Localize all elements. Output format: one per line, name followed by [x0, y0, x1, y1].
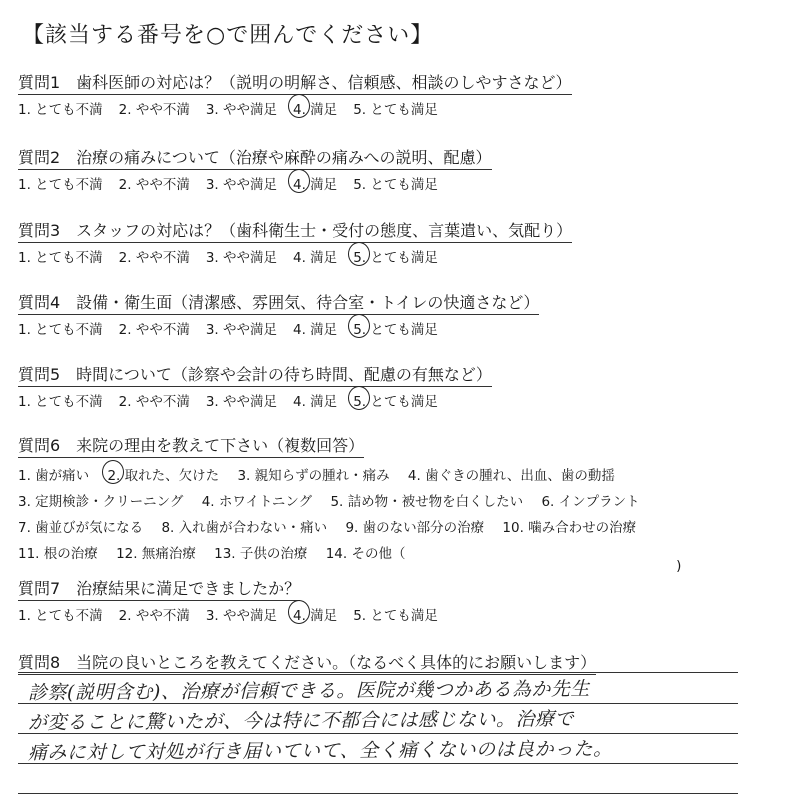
- question-6: [18, 433, 782, 574]
- selection-circle: [288, 94, 310, 118]
- rating-option-selected[interactable]: 4. 満足: [293, 173, 337, 193]
- reason-option[interactable]: 3. 定期検診・クリーニング: [18, 494, 184, 510]
- rating-options: [18, 318, 782, 338]
- rating-option[interactable]: 4. 満足: [293, 322, 338, 338]
- rating-option[interactable]: 2. やや不満: [118, 250, 190, 266]
- question-label: 質問5 時間について（診察や会計の待ち時間、配慮の有無など）: [18, 362, 492, 387]
- rating-option[interactable]: 2. やや不満: [118, 322, 190, 338]
- question-label: 質問7 治療結果に満足できましたか？: [18, 576, 300, 601]
- reason-option-selected[interactable]: 2. 取れた、欠けた: [107, 464, 219, 484]
- question-label: 質問1 歯科医師の対応は？（説明の明解さ、信頼感、相談のしやすさなど）: [18, 70, 572, 95]
- rating-options: [18, 98, 782, 118]
- answer-line: [18, 672, 738, 673]
- question-5: [18, 362, 782, 410]
- reason-option-other[interactable]: 14. その他（ ): [325, 546, 682, 574]
- reason-option[interactable]: 13. 子供の治療: [214, 546, 308, 562]
- rating-option[interactable]: 3. やや満足: [205, 177, 278, 193]
- rating-option[interactable]: 1. とても不満: [18, 608, 103, 624]
- rating-options: [18, 173, 782, 193]
- rating-option-selected[interactable]: 4. 満足: [293, 98, 337, 118]
- rating-option[interactable]: 1. とても不満: [18, 394, 103, 410]
- rating-option[interactable]: 5. とても満足: [353, 177, 438, 193]
- reason-option[interactable]: 4. 歯ぐきの腫れ、出血、歯の動揺: [407, 468, 615, 484]
- rating-option-selected[interactable]: 5. とても満足: [353, 318, 438, 338]
- reason-option[interactable]: 4. ホワイトニング: [201, 494, 313, 510]
- rating-option[interactable]: 3. やや満足: [205, 322, 278, 338]
- reason-option[interactable]: 8. 入れ歯が合わない・痛い: [161, 520, 328, 536]
- reason-option[interactable]: 5. 詰め物・被せ物を白くしたい: [330, 494, 524, 510]
- rating-option-selected[interactable]: 4. 満足: [293, 604, 337, 624]
- rating-option[interactable]: 3. やや満足: [205, 608, 278, 624]
- rating-option[interactable]: 4. 満足: [293, 394, 338, 410]
- question-label: 質問3 スタッフの対応は？（歯科衛生士・受付の態度、言葉遣い、気配り）: [18, 218, 572, 243]
- rating-options: [18, 246, 782, 266]
- reason-option[interactable]: 1. 歯が痛い: [18, 468, 90, 484]
- rating-option[interactable]: 4. 満足: [293, 250, 338, 266]
- rating-option[interactable]: 1. とても不満: [18, 102, 103, 118]
- rating-option[interactable]: 5. とても満足: [353, 102, 438, 118]
- rating-option[interactable]: 3. やや満足: [205, 394, 278, 410]
- reason-row: [18, 490, 782, 510]
- rating-option[interactable]: 2. やや不満: [118, 177, 190, 193]
- handwritten-answer-line: が変ることに驚いたが、今は特に不都合には感じない。治療で: [27, 708, 575, 734]
- answer-line: [18, 793, 738, 794]
- reason-option[interactable]: 10. 噛み合わせの治療: [502, 520, 637, 536]
- page-title: 【該当する番号を○で囲んでください】: [22, 23, 434, 48]
- rating-options: [18, 390, 782, 410]
- rating-option[interactable]: 1. とても不満: [18, 322, 103, 338]
- selection-circle: [288, 600, 310, 624]
- handwritten-answer-line: 診察(説明含む)、治療が信頼できる。医院が幾つかある為か先生: [27, 678, 590, 704]
- rating-option[interactable]: 2. やや不満: [118, 394, 190, 410]
- question-3: [18, 218, 782, 266]
- question-label: 質問4 設備・衛生面（清潔感、雰囲気、待合室・トイレの快適さなど）: [18, 290, 539, 315]
- rating-option-selected[interactable]: 5. とても満足: [353, 390, 438, 410]
- rating-option[interactable]: 5. とても満足: [353, 608, 438, 624]
- reason-option[interactable]: 7. 歯並びが気になる: [18, 520, 144, 536]
- rating-option[interactable]: 2. やや不満: [118, 102, 190, 118]
- rating-option[interactable]: 1. とても不満: [18, 177, 103, 193]
- rating-option-selected[interactable]: 5. とても満足: [353, 246, 438, 266]
- question-2: [18, 145, 782, 193]
- reason-option[interactable]: 11. 根の治療: [18, 546, 98, 562]
- rating-options: [18, 604, 782, 624]
- reason-row: [18, 516, 782, 536]
- question-label: 質問6 来院の理由を教えて下さい（複数回答）: [18, 433, 364, 458]
- question-label: 質問2 治療の痛みについて（治療や麻酔の痛みへの説明、配慮）: [18, 145, 492, 170]
- reason-row: [18, 464, 782, 484]
- question-4: [18, 290, 782, 338]
- reason-option[interactable]: 12. 無痛治療: [116, 546, 196, 562]
- question-label: 質問8 当院の良いところを教えてください。（なるべく具体的にお願いします）: [18, 650, 596, 675]
- rating-option[interactable]: 3. やや満足: [205, 250, 278, 266]
- reason-option[interactable]: 3. 親知らずの腫れ・痛み: [237, 468, 390, 484]
- reason-option[interactable]: 9. 歯のない部分の治療: [345, 520, 485, 536]
- selection-circle: [288, 169, 310, 193]
- reason-option[interactable]: 6. インプラント: [541, 494, 640, 510]
- rating-option[interactable]: 3. やや満足: [205, 102, 278, 118]
- reason-row: [18, 542, 782, 574]
- rating-option[interactable]: 2. やや不満: [118, 608, 190, 624]
- question-1: [18, 70, 782, 118]
- handwritten-answer-line: 痛みに対して対処が行き届いていて、全く痛くないのは良かった。: [27, 737, 613, 765]
- rating-option[interactable]: 1. とても不満: [18, 250, 103, 266]
- question-7: [18, 576, 782, 624]
